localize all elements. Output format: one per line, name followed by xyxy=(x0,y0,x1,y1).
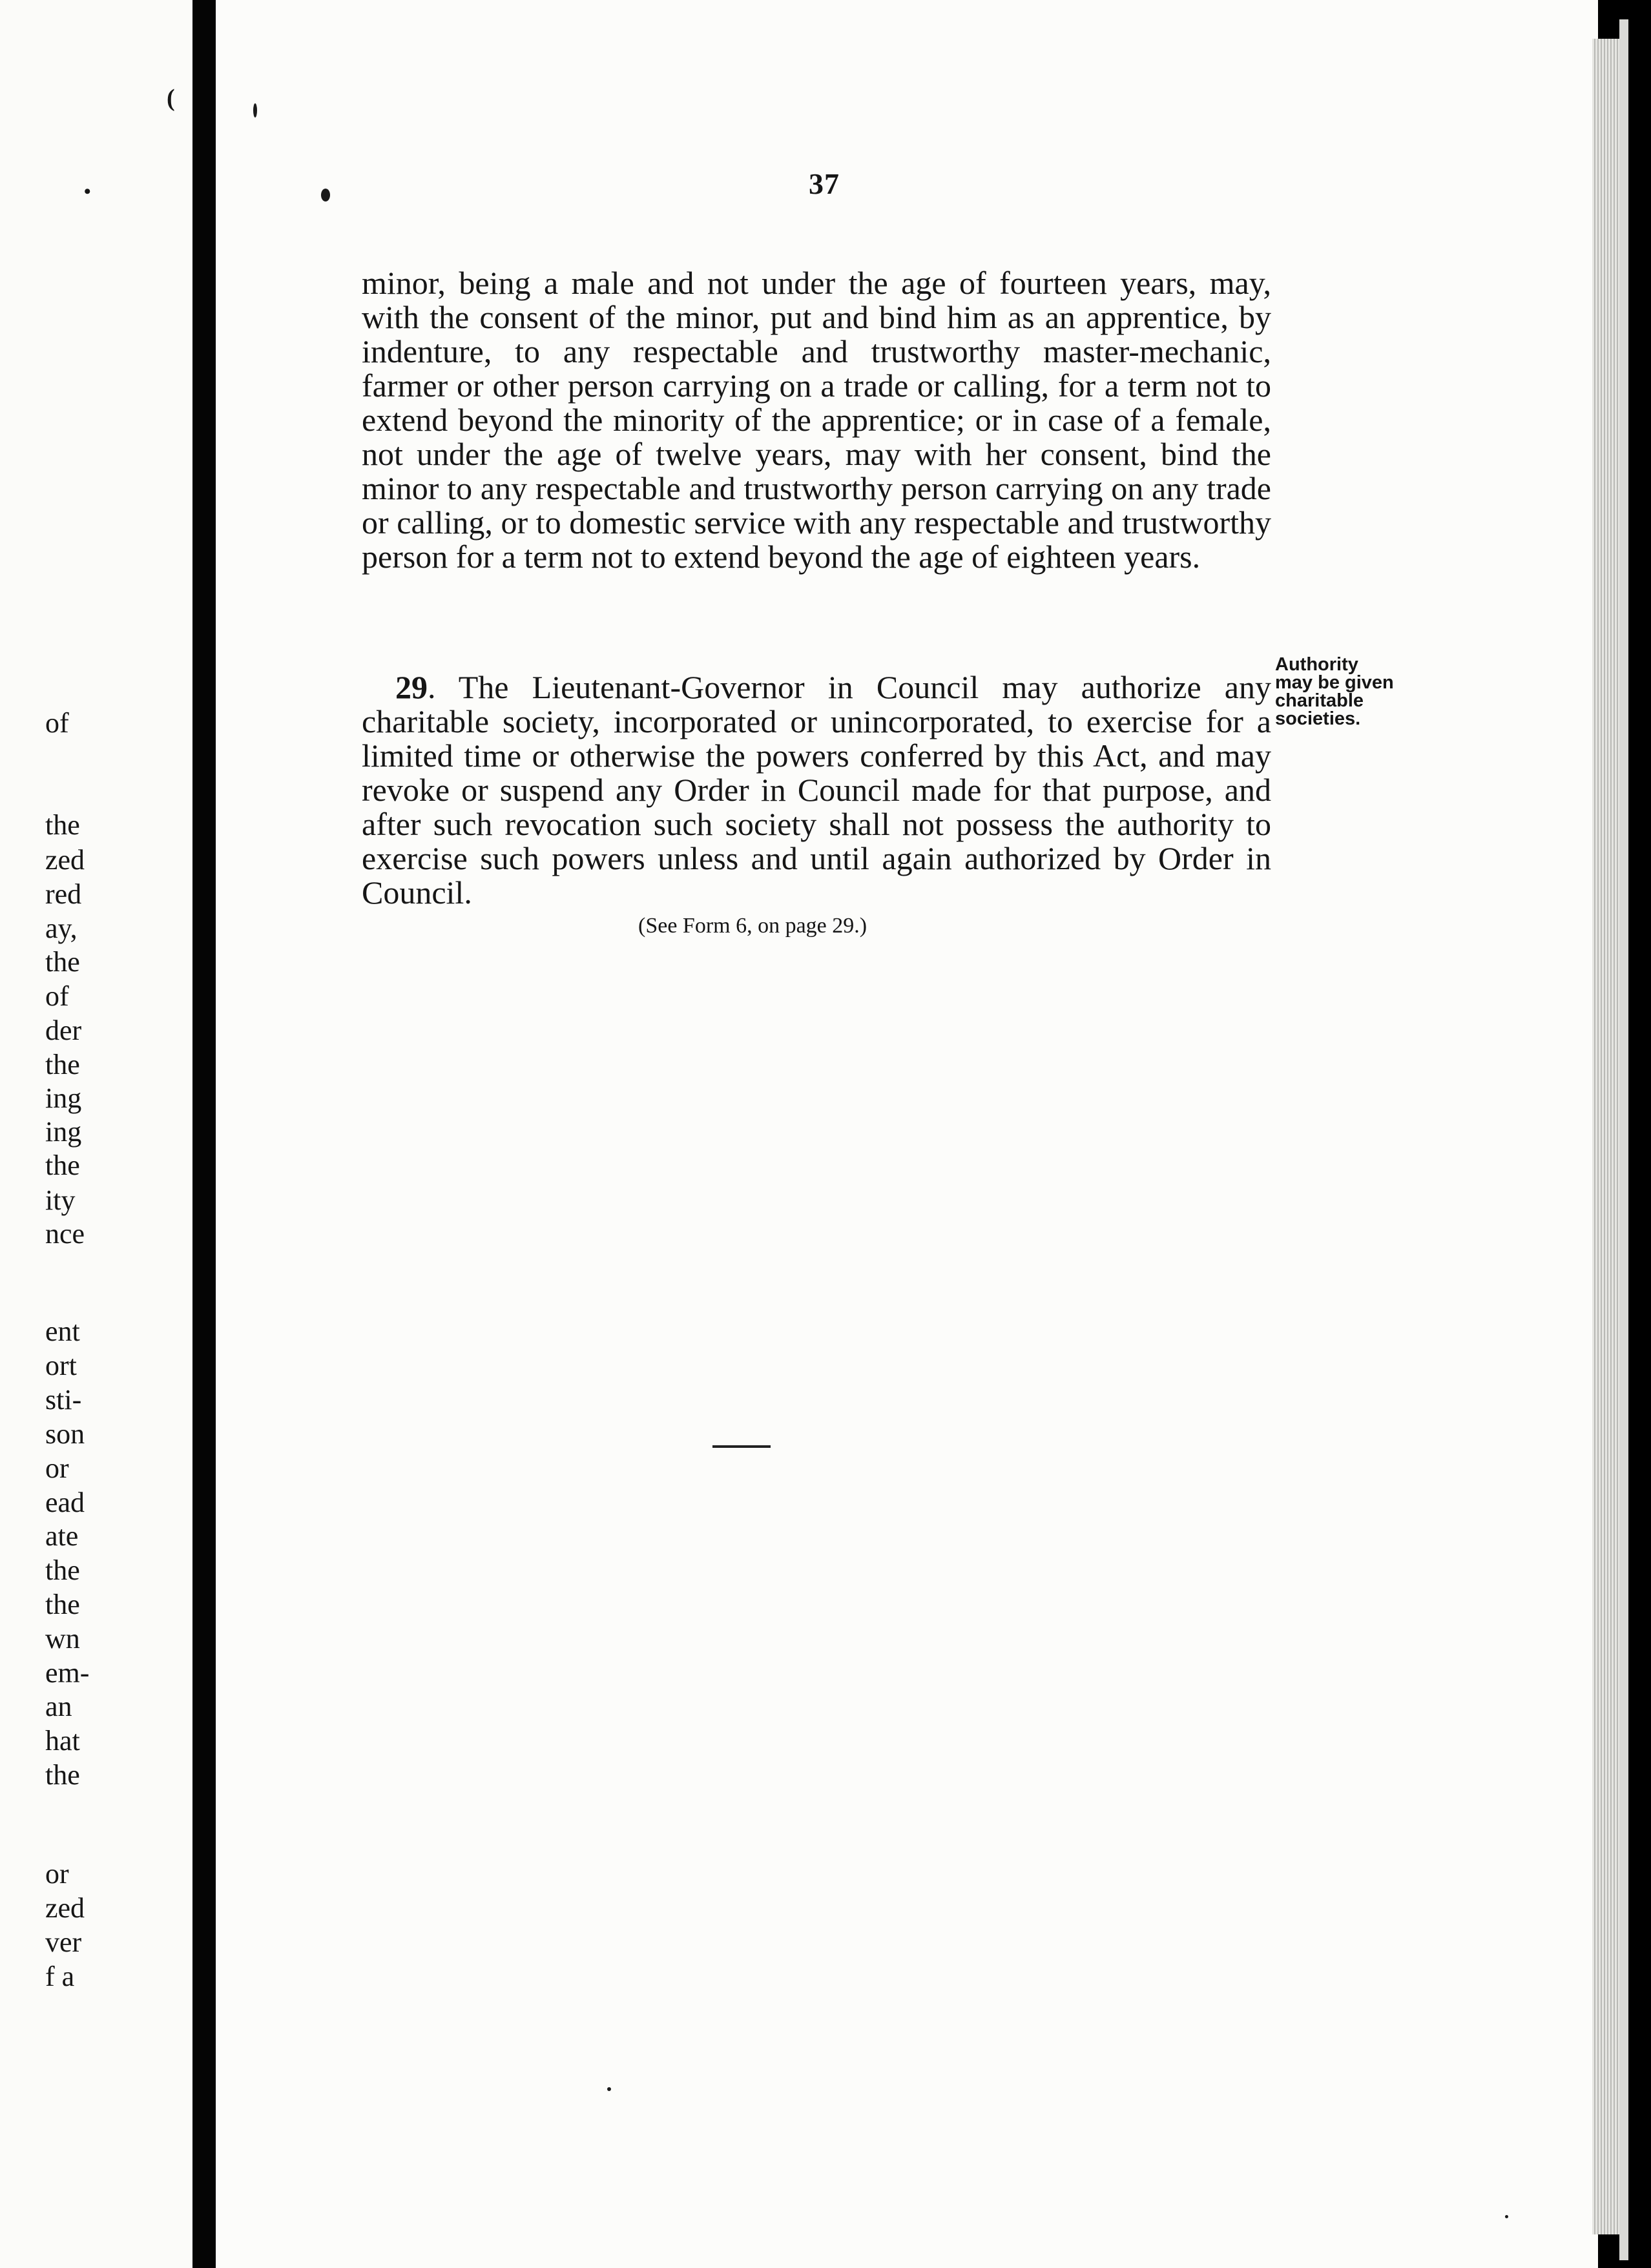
text-fragment: the xyxy=(45,946,80,978)
text-fragment: son xyxy=(45,1418,85,1450)
ink-mark xyxy=(607,2087,611,2091)
text-fragment: of xyxy=(45,707,69,739)
text-fragment: the xyxy=(45,1554,80,1586)
text-fragment: f a xyxy=(45,1961,75,1992)
text-fragment: ate xyxy=(45,1520,79,1552)
text-fragment: zed xyxy=(45,1892,85,1924)
text-fragment: der xyxy=(45,1015,82,1046)
text-fragment: hat xyxy=(45,1725,80,1757)
text-fragment: red xyxy=(45,878,82,910)
marginal-note-line: societies. xyxy=(1275,708,1361,729)
text-fragment: the xyxy=(45,1049,80,1080)
continued-paragraph: minor, being a male and not under the age of fourteen years, may, with the consent of the minor, put and bind him as an apprentice, by indenture, to any respectable and trustworthy master-mechanic, farmer or other person carrying on a trade or calling, for a term not to extend beyond the minority of the apprentice; or in case of a female, not under the age of twelve years, may with her consent, bind the minor to any respectable and trustworthy person carrying on any trade or calling, or to domestic service with any respectable and trustworthy person for a term not to extend beyond the age of eighteen years. xyxy=(362,265,1271,575)
text-fragment: or xyxy=(45,1858,69,1890)
ink-mark xyxy=(321,189,330,201)
ink-mark: ( xyxy=(167,85,175,112)
text-fragment: or xyxy=(45,1452,69,1484)
section-29-paragraph xyxy=(362,670,1271,910)
marginal-note-line: charitable xyxy=(1275,690,1364,711)
page-stack-outer-edge xyxy=(1619,19,1628,2260)
marginal-note-line: Authority xyxy=(1275,654,1358,675)
book-gutter xyxy=(192,0,216,2268)
text-fragment: ort xyxy=(45,1350,77,1381)
text-fragment: an xyxy=(45,1691,72,1722)
text-fragment: em- xyxy=(45,1657,90,1689)
ink-mark xyxy=(253,103,257,118)
text-fragment: nce xyxy=(45,1218,85,1250)
section-29-text: . The Lieutenant-Governor in Council may authorize any charitable society, incorporated or unincorporated, to exercise for a limited time or otherwise the powers conferred by this Act, and may revoke or suspend any Order in Council made for that purpose, and after such revocation such society shall not possess the authority to exercise such powers unless and until again authorized by Order in Council. xyxy=(362,669,1271,911)
text-fragment: the xyxy=(45,1589,80,1620)
text-fragment: ent xyxy=(45,1315,80,1347)
marginal-note-line: may be given xyxy=(1275,672,1394,693)
previous-page-fragment xyxy=(0,0,192,2268)
text-fragment: ay, xyxy=(45,912,78,944)
text-fragment: ing xyxy=(45,1116,82,1148)
text-fragment: zed xyxy=(45,844,85,876)
text-fragment: sti- xyxy=(45,1384,82,1416)
text-fragment: ead xyxy=(45,1487,85,1518)
text-fragment: ity xyxy=(45,1184,76,1216)
text-fragment: ver xyxy=(45,1926,82,1958)
text-fragment: the xyxy=(45,1759,80,1791)
text-fragment: ing xyxy=(45,1082,82,1114)
text-fragment: wn xyxy=(45,1623,80,1655)
section-number: 29 xyxy=(395,669,428,705)
text-fragment: the xyxy=(45,1149,80,1181)
page-number: 37 xyxy=(809,167,840,200)
section-end-rule xyxy=(712,1445,771,1448)
previous-page-text xyxy=(0,0,192,2268)
ink-mark: • xyxy=(84,181,91,202)
form-reference: (See Form 6, on page 29.) xyxy=(638,914,867,938)
text-fragment: of xyxy=(45,980,69,1012)
page-stack-edge xyxy=(1592,39,1619,2234)
marginal-note xyxy=(1275,655,1417,728)
ink-mark xyxy=(1505,2215,1508,2218)
text-fragment: the xyxy=(45,809,80,841)
